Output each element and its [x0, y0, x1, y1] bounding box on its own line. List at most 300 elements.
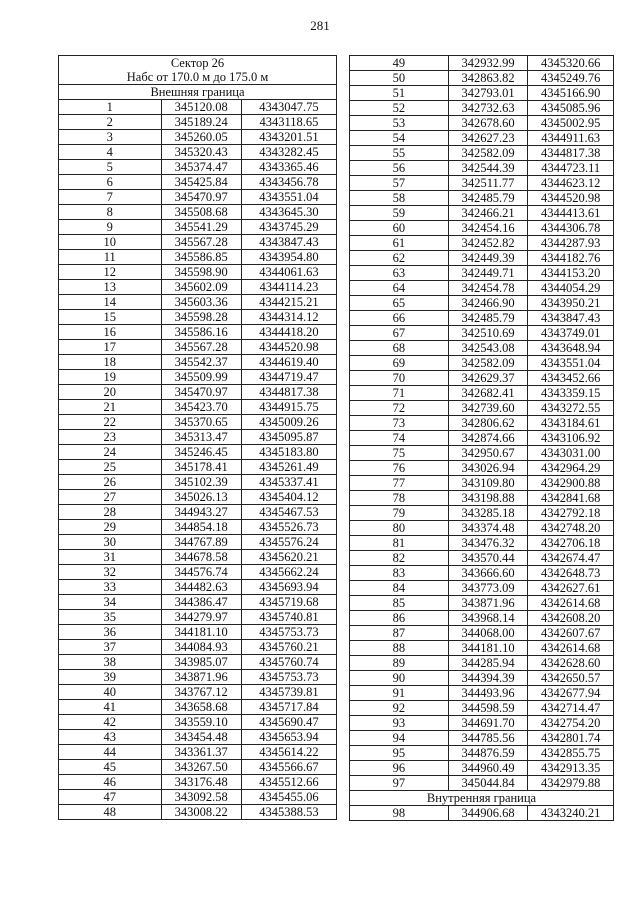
point-number: 84 [350, 581, 449, 596]
coord-y: 4345183.80 [241, 445, 336, 460]
table-row [350, 176, 614, 191]
table-row [350, 206, 614, 221]
left-coordinates-table [58, 55, 337, 820]
table-row [350, 386, 614, 401]
point-number: 86 [350, 611, 449, 626]
coord-y: 4342674.47 [528, 551, 614, 566]
coord-y: 4345085.96 [528, 101, 614, 116]
coord-y: 4344619.40 [241, 355, 336, 370]
coord-y: 4343551.04 [241, 190, 336, 205]
table-row [59, 340, 337, 355]
coord-y: 4344215.21 [241, 295, 336, 310]
coord-y: 4343456.78 [241, 175, 336, 190]
point-number: 1 [59, 100, 162, 115]
coord-y: 4345620.21 [241, 550, 336, 565]
table-row [350, 71, 614, 86]
table-row [59, 190, 337, 205]
table-row [350, 761, 614, 776]
table-row [350, 626, 614, 641]
coord-x: 345423.70 [161, 400, 241, 415]
point-number: 54 [350, 131, 449, 146]
coord-y: 4344314.12 [241, 310, 336, 325]
coord-x: 344943.27 [161, 505, 241, 520]
coord-y: 4345566.67 [241, 760, 336, 775]
coord-x: 345102.39 [161, 475, 241, 490]
inner-boundary-label-row [350, 791, 614, 806]
coord-y: 4343118.65 [241, 115, 336, 130]
coord-y: 4343201.51 [241, 130, 336, 145]
coord-x: 343454.48 [161, 730, 241, 745]
table-row [59, 790, 337, 805]
coord-y: 4344054.29 [528, 281, 614, 296]
sector-title [59, 56, 337, 85]
point-number: 5 [59, 160, 162, 175]
coord-y: 4343749.01 [528, 326, 614, 341]
coord-x: 345313.47 [161, 430, 241, 445]
coord-y: 4344520.98 [528, 191, 614, 206]
coord-x: 343871.96 [161, 670, 241, 685]
table-row [350, 671, 614, 686]
coord-x: 342452.82 [448, 236, 528, 251]
coord-y: 4345320.66 [528, 56, 614, 71]
point-number: 20 [59, 385, 162, 400]
coord-y: 4345455.06 [241, 790, 336, 805]
coord-y: 4344182.76 [528, 251, 614, 266]
table-row [350, 686, 614, 701]
coord-x: 345374.47 [161, 160, 241, 175]
point-number: 11 [59, 250, 162, 265]
point-number: 44 [59, 745, 162, 760]
coord-y: 4342754.20 [528, 716, 614, 731]
table-row [59, 565, 337, 580]
table-row [350, 266, 614, 281]
coord-x: 343374.48 [448, 521, 528, 536]
coord-x: 342629.37 [448, 371, 528, 386]
table-row [350, 86, 614, 101]
coord-y: 4344061.63 [241, 265, 336, 280]
coord-y: 4345009.26 [241, 415, 336, 430]
point-number: 67 [350, 326, 449, 341]
coord-y: 4345753.73 [241, 625, 336, 640]
coord-x: 343361.37 [161, 745, 241, 760]
point-number: 46 [59, 775, 162, 790]
table-row [59, 760, 337, 775]
point-number: 62 [350, 251, 449, 266]
table-row [350, 806, 614, 821]
table-row [59, 580, 337, 595]
table-row [350, 101, 614, 116]
point-number: 6 [59, 175, 162, 190]
coord-x: 344181.10 [161, 625, 241, 640]
coord-y: 4345002.95 [528, 116, 614, 131]
table-row [59, 550, 337, 565]
coord-x: 342950.67 [448, 446, 528, 461]
coord-y: 4345662.24 [241, 565, 336, 580]
point-number: 42 [59, 715, 162, 730]
point-number: 26 [59, 475, 162, 490]
table-row [350, 641, 614, 656]
table-row [59, 355, 337, 370]
coord-y: 4342614.68 [528, 596, 614, 611]
coord-x: 345567.28 [161, 340, 241, 355]
table-row [59, 310, 337, 325]
table-row [59, 685, 337, 700]
table-row [59, 265, 337, 280]
coord-y: 4345614.22 [241, 745, 336, 760]
coord-x: 342582.09 [448, 146, 528, 161]
point-number: 27 [59, 490, 162, 505]
point-number: 72 [350, 401, 449, 416]
coord-x: 343008.22 [161, 805, 241, 820]
coord-x: 345370.65 [161, 415, 241, 430]
table-row [59, 475, 337, 490]
point-number: 13 [59, 280, 162, 295]
table-row [59, 130, 337, 145]
coord-y: 4345512.66 [241, 775, 336, 790]
coord-y: 4344817.38 [241, 385, 336, 400]
point-number: 29 [59, 520, 162, 535]
table-row [350, 116, 614, 131]
coord-x: 342732.63 [448, 101, 528, 116]
table-row [350, 476, 614, 491]
coord-x: 344876.59 [448, 746, 528, 761]
point-number: 66 [350, 311, 449, 326]
table-row [59, 745, 337, 760]
table-row [59, 610, 337, 625]
coord-y: 4344413.61 [528, 206, 614, 221]
right-coordinates-table [349, 55, 614, 821]
sector-title-row [59, 56, 337, 85]
coord-y: 4344306.78 [528, 221, 614, 236]
coord-y: 4344915.75 [241, 400, 336, 415]
table-row [59, 280, 337, 295]
table-row [350, 221, 614, 236]
coord-y: 4343954.80 [241, 250, 336, 265]
coord-x: 345541.29 [161, 220, 241, 235]
coord-y: 4342913.35 [528, 761, 614, 776]
table-row [59, 700, 337, 715]
coord-y: 4344719.47 [241, 370, 336, 385]
coord-x: 345603.36 [161, 295, 241, 310]
table-row [59, 175, 337, 190]
coord-x: 345470.97 [161, 385, 241, 400]
coord-x: 344285.94 [448, 656, 528, 671]
point-number: 12 [59, 265, 162, 280]
coord-x: 342682.41 [448, 386, 528, 401]
coord-x: 343666.60 [448, 566, 528, 581]
point-number: 4 [59, 145, 162, 160]
point-number: 55 [350, 146, 449, 161]
coord-y: 4345526.73 [241, 520, 336, 535]
coord-y: 4345576.24 [241, 535, 336, 550]
coord-x: 344598.59 [448, 701, 528, 716]
table-row [350, 146, 614, 161]
table-row [350, 611, 614, 626]
coord-x: 345260.05 [161, 130, 241, 145]
table-row [350, 731, 614, 746]
point-number: 22 [59, 415, 162, 430]
coord-x: 344960.49 [448, 761, 528, 776]
coord-x: 345598.90 [161, 265, 241, 280]
coord-y: 4345760.21 [241, 640, 336, 655]
table-row [350, 716, 614, 731]
coord-x: 345586.16 [161, 325, 241, 340]
point-number: 78 [350, 491, 449, 506]
table-row [350, 161, 614, 176]
coord-y: 4343282.45 [241, 145, 336, 160]
table-row [350, 461, 614, 476]
table-row [59, 385, 337, 400]
table-row [350, 566, 614, 581]
point-number: 52 [350, 101, 449, 116]
table-row [350, 551, 614, 566]
coord-x: 345508.68 [161, 205, 241, 220]
coord-x: 345586.85 [161, 250, 241, 265]
table-row [59, 640, 337, 655]
table-row [350, 191, 614, 206]
table-row [350, 296, 614, 311]
coord-y: 4345404.12 [241, 490, 336, 505]
coord-x: 342485.79 [448, 311, 528, 326]
point-number: 21 [59, 400, 162, 415]
table-row [59, 220, 337, 235]
coord-y: 4342650.57 [528, 671, 614, 686]
coord-y: 4345653.94 [241, 730, 336, 745]
coord-y: 4345249.76 [528, 71, 614, 86]
point-number: 31 [59, 550, 162, 565]
coord-x: 343092.58 [161, 790, 241, 805]
coord-x: 342627.23 [448, 131, 528, 146]
coord-y: 4343365.46 [241, 160, 336, 175]
point-number: 8 [59, 205, 162, 220]
coord-x: 345425.84 [161, 175, 241, 190]
coord-x: 345509.99 [161, 370, 241, 385]
coord-y: 4344723.11 [528, 161, 614, 176]
coord-y: 4342628.60 [528, 656, 614, 671]
coord-y: 4345760.74 [241, 655, 336, 670]
coord-x: 344785.56 [448, 731, 528, 746]
coord-x: 342874.66 [448, 431, 528, 446]
table-row [59, 325, 337, 340]
point-number: 87 [350, 626, 449, 641]
coord-x: 342449.39 [448, 251, 528, 266]
point-number: 95 [350, 746, 449, 761]
table-row [59, 460, 337, 475]
point-number: 65 [350, 296, 449, 311]
table-row [350, 326, 614, 341]
table-row [59, 805, 337, 820]
coord-y: 4345717.84 [241, 700, 336, 715]
point-number: 7 [59, 190, 162, 205]
table-row [59, 535, 337, 550]
table-row [350, 401, 614, 416]
table-row [350, 536, 614, 551]
coord-x: 344068.00 [448, 626, 528, 641]
coord-x: 342806.62 [448, 416, 528, 431]
point-number: 28 [59, 505, 162, 520]
coord-y: 4345753.73 [241, 670, 336, 685]
point-number: 41 [59, 700, 162, 715]
point-number: 18 [59, 355, 162, 370]
coord-y: 4342748.20 [528, 521, 614, 536]
table-row [350, 371, 614, 386]
coord-x: 343267.50 [161, 760, 241, 775]
table-row [350, 281, 614, 296]
point-number: 39 [59, 670, 162, 685]
coord-x: 342449.71 [448, 266, 528, 281]
coord-x: 342510.69 [448, 326, 528, 341]
point-number: 68 [350, 341, 449, 356]
point-number: 97 [350, 776, 449, 791]
point-number: 57 [350, 176, 449, 191]
point-number: 45 [59, 760, 162, 775]
table-row [59, 250, 337, 265]
point-number: 58 [350, 191, 449, 206]
coord-y: 4343031.00 [528, 446, 614, 461]
table-row [59, 115, 337, 130]
coord-y: 4342627.61 [528, 581, 614, 596]
coord-x: 345602.09 [161, 280, 241, 295]
point-number: 88 [350, 641, 449, 656]
table-row [59, 100, 337, 115]
coord-y: 4344418.20 [241, 325, 336, 340]
coord-y: 4345095.87 [241, 430, 336, 445]
coord-y: 4342900.88 [528, 476, 614, 491]
table-row [350, 431, 614, 446]
coord-x: 342454.78 [448, 281, 528, 296]
table-row [350, 701, 614, 716]
point-number: 34 [59, 595, 162, 610]
point-number: 91 [350, 686, 449, 701]
coord-y: 4345388.53 [241, 805, 336, 820]
table-row [59, 730, 337, 745]
point-number: 38 [59, 655, 162, 670]
inner-boundary-label: Внутренняя граница [350, 791, 614, 806]
point-number: 89 [350, 656, 449, 671]
coord-y: 4342607.67 [528, 626, 614, 641]
point-number: 80 [350, 521, 449, 536]
table-row [59, 670, 337, 685]
coord-x: 345470.97 [161, 190, 241, 205]
table-row [350, 446, 614, 461]
point-number: 74 [350, 431, 449, 446]
coord-x: 344084.93 [161, 640, 241, 655]
table-row [350, 491, 614, 506]
coord-y: 4345337.41 [241, 475, 336, 490]
table-row [59, 595, 337, 610]
coord-x: 342793.01 [448, 86, 528, 101]
coord-x: 344482.63 [161, 580, 241, 595]
point-number: 60 [350, 221, 449, 236]
table-row [59, 625, 337, 640]
point-number: 17 [59, 340, 162, 355]
coord-x: 343285.18 [448, 506, 528, 521]
table-row [59, 295, 337, 310]
coord-x: 345044.84 [448, 776, 528, 791]
coord-x: 345320.43 [161, 145, 241, 160]
point-number: 79 [350, 506, 449, 521]
table-row [350, 341, 614, 356]
coord-y: 4344114.23 [241, 280, 336, 295]
coord-x: 345567.28 [161, 235, 241, 250]
table-row [59, 775, 337, 790]
point-number: 92 [350, 701, 449, 716]
point-number: 53 [350, 116, 449, 131]
coord-x: 344854.18 [161, 520, 241, 535]
coord-y: 4343847.43 [241, 235, 336, 250]
coord-y: 4345739.81 [241, 685, 336, 700]
coord-y: 4343272.55 [528, 401, 614, 416]
point-number: 33 [59, 580, 162, 595]
coord-y: 4342801.74 [528, 731, 614, 746]
coord-y: 4344911.63 [528, 131, 614, 146]
coord-y: 4343551.04 [528, 356, 614, 371]
table-row [59, 370, 337, 385]
coord-x: 342511.77 [448, 176, 528, 191]
table-row [350, 506, 614, 521]
point-number: 93 [350, 716, 449, 731]
coord-y: 4343452.66 [528, 371, 614, 386]
coord-x: 344678.58 [161, 550, 241, 565]
coord-y: 4345693.94 [241, 580, 336, 595]
point-number: 61 [350, 236, 449, 251]
coord-y: 4345740.81 [241, 610, 336, 625]
table-row [350, 581, 614, 596]
coord-y: 4343184.61 [528, 416, 614, 431]
coord-x: 345542.37 [161, 355, 241, 370]
coord-x: 342932.99 [448, 56, 528, 71]
coord-x: 345120.08 [161, 100, 241, 115]
coord-y: 4345690.47 [241, 715, 336, 730]
table-row [59, 415, 337, 430]
point-number: 40 [59, 685, 162, 700]
point-number: 59 [350, 206, 449, 221]
coord-y: 4342855.75 [528, 746, 614, 761]
point-number: 10 [59, 235, 162, 250]
coord-x: 345246.45 [161, 445, 241, 460]
point-number: 77 [350, 476, 449, 491]
point-number: 82 [350, 551, 449, 566]
point-number: 35 [59, 610, 162, 625]
coord-x: 342678.60 [448, 116, 528, 131]
table-row [350, 131, 614, 146]
coord-y: 4344817.38 [528, 146, 614, 161]
table-row [350, 776, 614, 791]
point-number: 47 [59, 790, 162, 805]
table-row [59, 505, 337, 520]
coord-x: 342466.90 [448, 296, 528, 311]
table-row [59, 430, 337, 445]
coord-y: 4343240.21 [528, 806, 614, 821]
point-number: 25 [59, 460, 162, 475]
point-number: 64 [350, 281, 449, 296]
coord-x: 344279.97 [161, 610, 241, 625]
coord-x: 344181.10 [448, 641, 528, 656]
point-number: 50 [350, 71, 449, 86]
coord-y: 4345166.90 [528, 86, 614, 101]
point-number: 73 [350, 416, 449, 431]
point-number: 70 [350, 371, 449, 386]
coord-x: 343559.10 [161, 715, 241, 730]
coord-x: 342582.09 [448, 356, 528, 371]
coord-x: 343109.80 [448, 476, 528, 491]
coord-y: 4345719.68 [241, 595, 336, 610]
coord-y: 4344153.20 [528, 266, 614, 281]
table-row [59, 520, 337, 535]
point-number: 51 [350, 86, 449, 101]
boundary-label-row [59, 85, 337, 100]
coord-x: 342543.08 [448, 341, 528, 356]
